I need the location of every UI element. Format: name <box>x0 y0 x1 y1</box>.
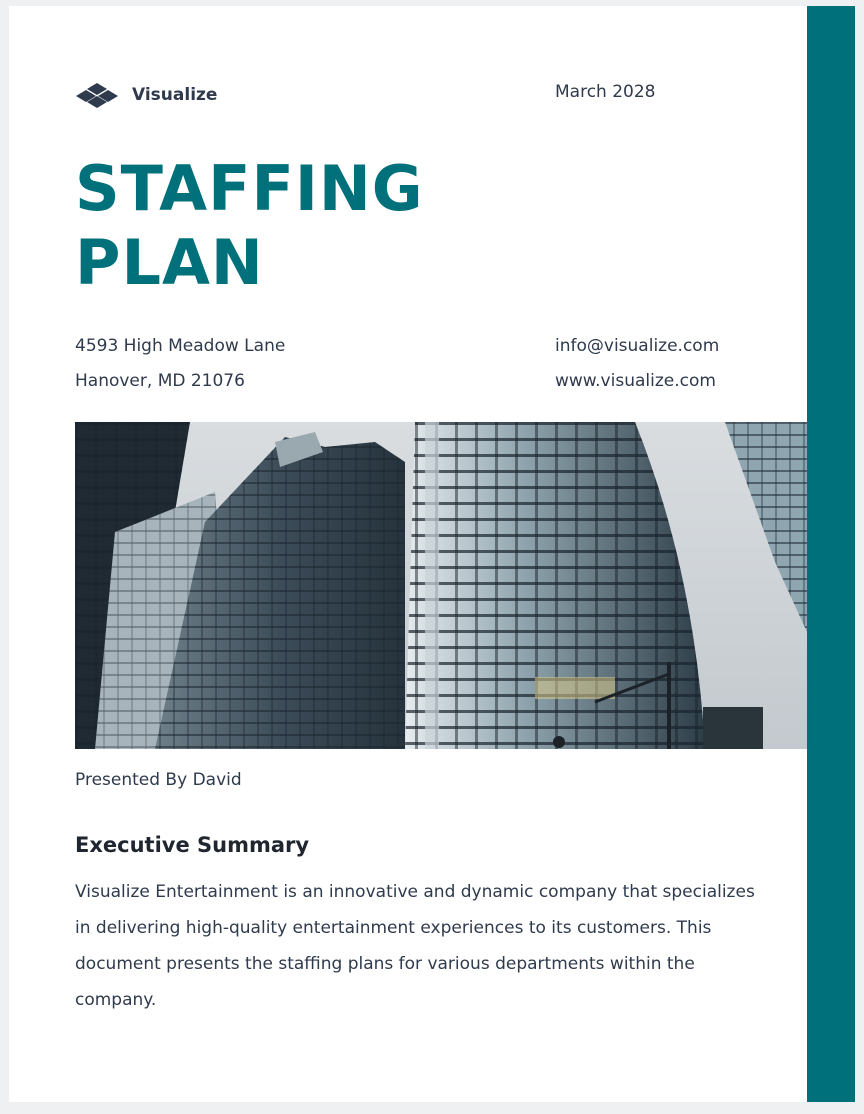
page-title <box>75 152 424 300</box>
title-line-2: PLAN <box>75 226 264 299</box>
address-block <box>75 329 285 399</box>
skyscrapers-photo <box>75 422 807 749</box>
accent-sidebar-bar <box>807 6 855 1102</box>
contact-website: www.visualize.com <box>555 371 716 391</box>
address-city: Hanover, MD 21076 <box>75 371 245 391</box>
summary-body: Visualize Entertainment is an innovative and dynamic company that specializes in delivering high-quality entertainment experiences to its customers. This document presents the staffing plans for various departments within the company. <box>75 882 755 1010</box>
stacked-diamond-logo-icon <box>76 82 118 108</box>
contact-email: info@visualize.com <box>555 336 720 356</box>
brand-logo <box>76 82 217 108</box>
document-date: March 2028 <box>555 82 656 102</box>
address-street: 4593 High Meadow Lane <box>75 336 286 356</box>
presenter-line: Presented By David <box>75 770 242 790</box>
title-line-1: STAFFING <box>75 152 424 225</box>
document-page <box>9 6 855 1102</box>
contact-block <box>555 329 719 399</box>
brand-name: Visualize <box>132 85 218 105</box>
summary-heading: Executive Summary <box>75 833 310 857</box>
